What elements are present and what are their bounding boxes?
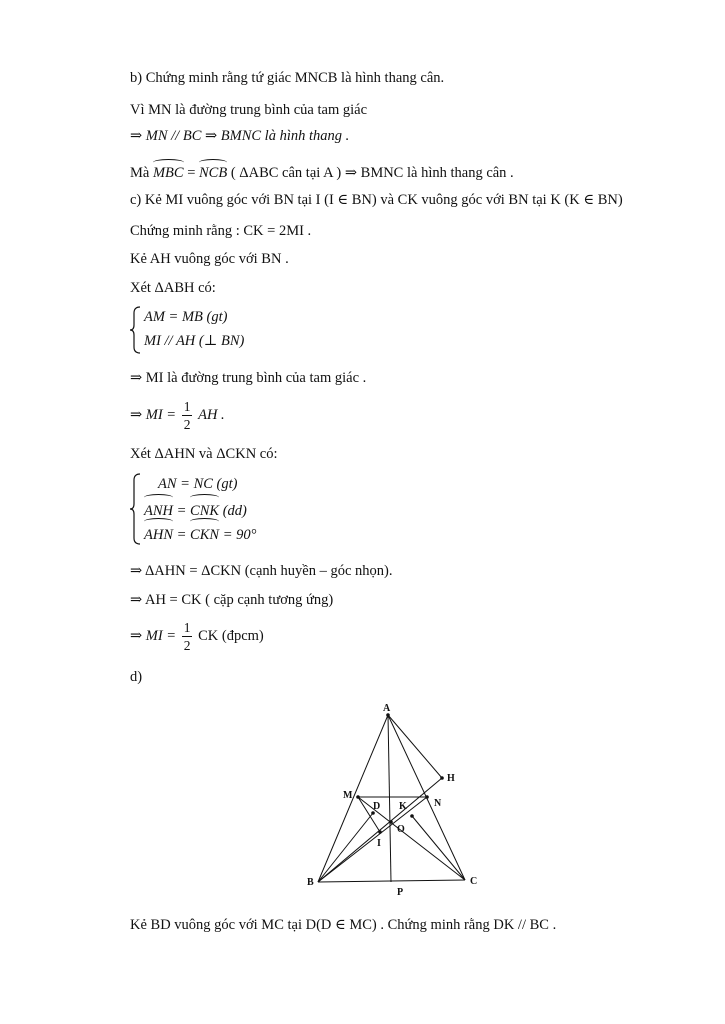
label-i: I (377, 838, 381, 849)
part-c-consider-ahn-ckn: Xét ΔAHN và ΔCKN có: (130, 446, 278, 462)
part-c-title: c) Kẻ MI vuông góc với BN tại I (I ∈ BN) và CK vuông góc với BN tại K (K ∈ BN) (130, 192, 623, 208)
label-p: P (397, 887, 404, 898)
angle-ncb: NCB (199, 161, 227, 182)
part-b-title: b) Chứng minh rằng tứ giác MNCB là hình thang cân. (130, 70, 445, 86)
mi-prefix: ⇒ MI = (130, 407, 177, 423)
angle-ckn: CKN (190, 520, 219, 547)
system-1-row-1: AM = MB (gt) (144, 309, 228, 325)
segment-bc (318, 880, 465, 882)
label-m: M (343, 790, 353, 801)
system-2-row-1: AN = NC (gt) (158, 476, 238, 492)
label-b: B (307, 877, 314, 888)
point-o (389, 820, 393, 824)
point-n (425, 795, 429, 799)
angle-ahn: AHN (144, 520, 173, 547)
res-prefix: ⇒ MI = (130, 628, 177, 644)
part-d-title: d) (130, 669, 143, 685)
label-h: H (447, 773, 455, 784)
part-c-midline: ⇒ MI là đường trung bình của tam giác . (130, 370, 367, 386)
part-b-reason: ( ΔABC cân tại A ) ⇒ BMNC là hình thang cân . (230, 165, 514, 181)
reason-dd: (dd) (222, 503, 247, 519)
fraction-denominator: 2 (183, 638, 191, 654)
fraction-denominator: 2 (183, 417, 191, 433)
angle-anh: ANH (144, 496, 173, 523)
equals: = (176, 527, 187, 543)
right-angle-value: = 90° (222, 527, 257, 543)
system-1-row-2: MI // AH (⊥ BN) (144, 333, 245, 349)
part-b-line-1: Vì MN là đường trung bình của tam giác (130, 102, 368, 118)
res-suffix: CK (đpcm) (198, 628, 264, 644)
point-m (356, 795, 360, 799)
part-d-final: Kẻ BD vuông góc với MC tại D(D ∈ MC) . Chứng minh rằng DK // BC . (130, 917, 557, 933)
segment-kc (412, 816, 465, 880)
segment-ap (388, 715, 391, 882)
segment-ab (318, 715, 388, 882)
point-h (440, 776, 444, 780)
label-o: O (397, 824, 405, 835)
equals: = (187, 165, 196, 181)
part-c-consider-abh: Xét ΔABH có: (130, 280, 216, 296)
segment-bd (318, 813, 373, 882)
part-c-ah-ck: ⇒ AH = CK ( cặp cạnh tương ứng) (130, 592, 334, 608)
segment-ah (388, 715, 442, 778)
equals: = (176, 503, 187, 519)
label-n: N (434, 798, 442, 809)
part-b-ma: Mà (130, 165, 150, 181)
fraction-numerator: 1 (183, 399, 191, 415)
mi-suffix: AH . (198, 407, 225, 423)
label-a: A (383, 703, 391, 714)
angle-cnk: CNK (190, 496, 219, 523)
label-k: K (399, 801, 407, 812)
label-c: C (470, 876, 478, 887)
point-i (378, 830, 382, 834)
label-d: D (373, 801, 381, 812)
angle-mbc: MBC (153, 161, 184, 182)
fraction-numerator: 1 (183, 620, 191, 636)
part-b-line-2: ⇒ MN // BC ⇒ BMNC là hình thang . (130, 128, 350, 144)
part-c-prove: Chứng minh rằng : CK = 2MI . (130, 223, 312, 239)
part-c-draw: Kẻ AH vuông góc với BN . (130, 251, 289, 267)
part-c-congruent: ⇒ ΔAHN = ΔCKN (cạnh huyền – góc nhọn). (130, 563, 393, 579)
point-k (410, 814, 414, 818)
